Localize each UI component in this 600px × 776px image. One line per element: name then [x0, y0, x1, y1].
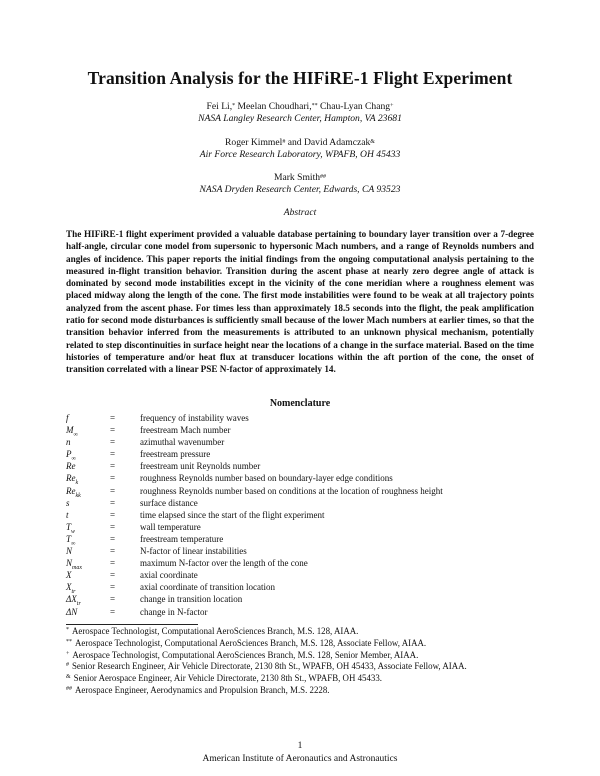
author-mark: *: [232, 103, 236, 109]
equals-sign: =: [110, 461, 116, 472]
nomenclature-row: [66, 424, 536, 436]
symbol-main: X: [66, 582, 72, 593]
footnote-mark: #: [66, 662, 69, 669]
nomenclature-definition: freestream Mach number: [140, 425, 231, 436]
footnote-text: Aerospace Technologist, Computational AeroSciences Branch, M.S. 128, AIAA.: [72, 626, 359, 636]
nomenclature-row: [66, 569, 536, 581]
abstract-text: The HIFiRE-1 flight experiment provided a valuable database pertaining to boundary layer transition over a 7-degree half-angle, circular cone model from supersonic to hypersonic Mach numbers, and a range of Reynolds numbers and angles of incidence. This paper reports the initial findings from the ongoing computational analysis pertaining to the measured in-flight transition behavior. Transition during the ascent phase at nearly zero degree angle of attack is dominated by second mode instabilities except in the vicinity of the cone meridian where a roughness element was placed midway along the length of the cone. The first mode instabilities were found to be weak at all trajectory points analyzed from the ascent phase. For times less than approximately 18.5 seconds into the flight, the peak amplification ratio for second mode disturbances is sufficiently small because of the lower Mach numbers at earlier times, so that the transition behavior inferred from the measurements is attributed to an unknown physical mechanism, potentially related to step discontinuities in surface height near the locations of a change in the surface material. Based on the time histories of temperature and/or heat flux at transducer locations within the aft portion of the cone, the onset of transition correlated with a linear PSE N-factor of approximately 14.: [66, 229, 534, 375]
symbol-main: Re: [66, 461, 76, 472]
nomenclature-definition: freestream temperature: [140, 533, 224, 544]
nomenclature-row: [66, 472, 536, 487]
author-name: Mark Smith: [273, 172, 321, 183]
nomenclature-row: [66, 557, 536, 569]
nomenclature-list: [66, 412, 536, 618]
symbol-main: n: [66, 437, 71, 448]
nomenclature-row: [66, 509, 536, 521]
equals-sign: =: [110, 582, 116, 593]
nomenclature-definition: wall temperature: [140, 521, 201, 532]
nomenclature-row: [66, 485, 536, 497]
nomenclature-row: [66, 497, 536, 509]
footnote-text: Senior Research Engineer, Air Vehicle Directorate, 2130 8th St., WPAFB, OH 45433, Associate Fellow, AIAA.: [72, 661, 467, 672]
equals-sign: =: [110, 509, 116, 520]
symbol-subscript: kk: [75, 492, 81, 499]
equals-sign: =: [110, 546, 116, 557]
nomenclature-symbol: [66, 472, 110, 487]
nomenclature-symbol: [66, 557, 110, 569]
nomenclature-symbol: [66, 424, 110, 436]
nomenclature-symbol: [66, 569, 110, 581]
nomenclature-symbol: [66, 521, 110, 533]
symbol-main: P: [66, 449, 72, 460]
symbol-main: T: [66, 521, 72, 532]
author-mark: **: [311, 103, 318, 109]
nomenclature-row: [66, 448, 536, 463]
equals-sign: =: [110, 533, 116, 544]
affiliation-2: Air Force Research Laboratory, WPAFB, OH 45433: [199, 149, 401, 160]
nomenclature-symbol: [66, 593, 110, 608]
nomenclature-symbol: [66, 485, 110, 497]
symbol-main: ΔX: [66, 594, 77, 605]
symbol-subscript: w: [71, 528, 76, 535]
equals-sign: =: [110, 594, 116, 605]
equals-sign: =: [110, 606, 116, 617]
symbol-subscript: ∞: [71, 456, 76, 463]
nomenclature-definition: axial coordinate of transition location: [140, 582, 275, 593]
nomenclature-row: [66, 593, 536, 608]
author-name: and David Adamczak: [285, 137, 371, 148]
nomenclature-row: [66, 412, 536, 424]
nomenclature-heading: Nomenclature: [269, 398, 331, 409]
nomenclature-row: [66, 581, 536, 596]
symbol-subscript: ∞: [73, 431, 78, 438]
abstract-heading: Abstract: [283, 207, 317, 218]
footnote: [66, 661, 546, 673]
footnote: [66, 626, 546, 638]
nomenclature-symbol: [66, 460, 110, 472]
footnote: [66, 638, 546, 650]
author-name: Chau-Lyan Chang: [317, 101, 391, 112]
symbol-subscript: max: [72, 564, 83, 571]
nomenclature-definition: frequency of instability waves: [140, 413, 249, 423]
footnote-list: [66, 626, 546, 697]
author-name: Fei Li,: [206, 101, 233, 112]
symbol-main: s: [66, 497, 70, 508]
nomenclature-definition: maximum N-factor over the length of the cone: [140, 558, 308, 569]
nomenclature-symbol: [66, 581, 110, 596]
nomenclature-row: [66, 521, 536, 533]
nomenclature-row: [66, 533, 536, 545]
author-line-3: [0, 172, 600, 184]
symbol-main: N: [66, 546, 73, 557]
symbol-main: N: [66, 558, 73, 569]
symbol-subscript: ∞: [71, 540, 76, 547]
nomenclature-symbol: [66, 436, 110, 448]
footnote-mark: **: [66, 638, 72, 645]
equals-sign: =: [110, 497, 116, 508]
footnote-mark: *: [66, 627, 69, 633]
footnote-text: Aerospace Technologist, Computational AeroSciences Branch, M.S. 128, Associate Fellow, AIAA.: [75, 637, 427, 648]
symbol-main: Re: [66, 485, 76, 496]
equals-sign: =: [110, 437, 116, 448]
nomenclature-row: [66, 545, 536, 557]
author-mark: +: [390, 103, 394, 109]
paper-title: Transition Analysis for the HIFiRE-1 Flight Experiment: [87, 68, 513, 88]
footnote-text: Aerospace Technologist, Computational AeroSciences Branch, M.S. 128, Senior Member, AIAA.: [72, 649, 419, 660]
author-mark: ##: [320, 174, 327, 180]
nomenclature-definition: freestream pressure: [140, 449, 211, 460]
symbol-main: X: [66, 570, 72, 581]
footnote-divider: [66, 624, 198, 625]
footnote-text: Aerospace Engineer, Aerodynamics and Propulsion Branch, M.S. 2228.: [75, 684, 330, 695]
nomenclature-row: [66, 606, 536, 618]
nomenclature-definition: change in N-factor: [140, 606, 208, 617]
nomenclature-definition: N-factor of linear instabilities: [140, 546, 247, 557]
symbol-main: t: [66, 509, 69, 520]
affiliation-3: NASA Dryden Research Center, Edwards, CA 93523: [199, 184, 401, 195]
page-number: 1: [297, 741, 303, 751]
author-mark: #: [282, 139, 286, 145]
footnote: [66, 650, 546, 662]
nomenclature-symbol: [66, 509, 110, 521]
nomenclature-row: [66, 436, 536, 448]
symbol-main: Re: [66, 473, 76, 484]
nomenclature-definition: time elapsed since the start of the flight experiment: [140, 509, 325, 520]
nomenclature-symbol: [66, 412, 110, 424]
nomenclature-definition: freestream unit Reynolds number: [140, 461, 261, 472]
equals-sign: =: [110, 570, 116, 581]
nomenclature-definition: azimuthal wavenumber: [140, 437, 225, 448]
symbol-subscript: tr: [76, 601, 81, 608]
equals-sign: =: [110, 521, 116, 532]
author-name: Meelan Choudhari,: [235, 101, 312, 112]
nomenclature-definition: change in transition location: [140, 594, 243, 605]
affiliation-1: NASA Langley Research Center, Hampton, VA 23681: [198, 113, 402, 124]
footnote-mark: +: [66, 650, 70, 657]
symbol-main: ΔN: [66, 606, 78, 617]
footnote: [66, 685, 546, 697]
author-mark: &: [370, 139, 375, 145]
nomenclature-symbol: [66, 533, 110, 545]
equals-sign: =: [110, 449, 116, 460]
symbol-main: M: [66, 425, 74, 436]
page-footer: American Institute of Aeronautics and Astronautics: [202, 754, 398, 764]
author-name: Roger Kimmel: [225, 137, 283, 148]
nomenclature-symbol: [66, 606, 110, 618]
nomenclature-row: [66, 460, 536, 472]
equals-sign: =: [110, 558, 116, 569]
symbol-subscript: k: [75, 480, 79, 487]
nomenclature-definition: roughness Reynolds number based on conditions at the location of roughness height: [140, 485, 443, 496]
nomenclature-definition: roughness Reynolds number based on boundary-layer edge conditions: [140, 473, 393, 484]
symbol-main: T: [66, 533, 72, 544]
footnote-mark: &: [66, 674, 71, 681]
symbol-subscript: tr: [71, 589, 76, 596]
equals-sign: =: [110, 473, 116, 484]
equals-sign: =: [110, 485, 116, 496]
nomenclature-definition: surface distance: [140, 497, 198, 508]
nomenclature-symbol: [66, 545, 110, 557]
footnote-text: Senior Aerospace Engineer, Air Vehicle Directorate, 2130 8th St., WPAFB, OH 45433.: [73, 673, 382, 684]
author-line-2: [0, 137, 600, 149]
footnote: [66, 673, 546, 685]
nomenclature-definition: axial coordinate: [140, 570, 198, 581]
author-line-1: [0, 101, 600, 113]
footnote-mark: ##: [66, 685, 72, 692]
nomenclature-symbol: [66, 497, 110, 509]
symbol-main: f: [66, 413, 69, 423]
nomenclature-symbol: [66, 448, 110, 463]
equals-sign: =: [110, 425, 116, 436]
equals-sign: =: [110, 413, 116, 423]
